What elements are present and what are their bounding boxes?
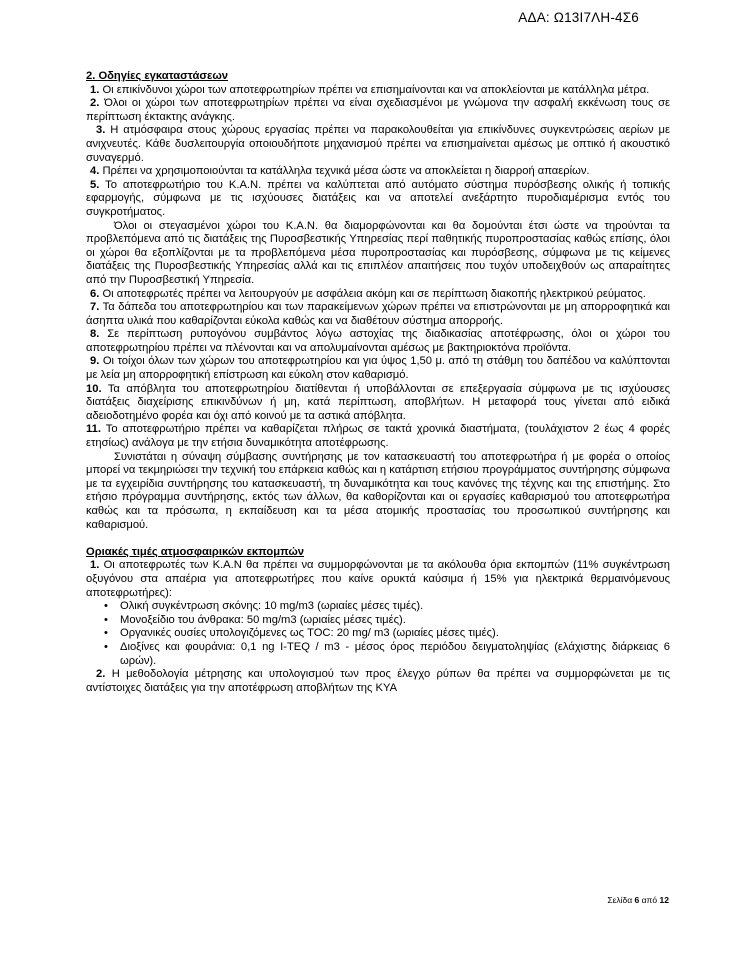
item-number: 7.	[90, 301, 100, 314]
footer-middle: από	[641, 895, 658, 905]
item-text: Οι τοίχοι όλων των χώρων του αποτεφρωτηρίου και για ύψος 1,50 μ. από τη στάθμη του δαπέδου να καλύπτονται με λεία μη απορροφητική επίστρωση και εύκολη στον καθαρισμό.	[86, 355, 670, 382]
item-text: Η ατμόσφαιρα στους χώρους εργασίας πρέπει να παρακολουθείται για επικίνδυνες συγκεντρώσεις αερίων με ανιχνευτές. Κάθε δυσλειτουργία οποιουδήποτε μηχανισμού πρέπει να επισημαίνεται αμέσως με οπτικό ή ακουστικό συναγερμό.	[86, 124, 670, 164]
item-number: 4.	[90, 165, 100, 178]
item-text: Όλοι οι στεγασμένοι χώροι του Κ.Α.Ν. θα διαμορφώνονται και θα δομούνται έτσι ώστε να τηρούνται τα προβλεπόμενα από τις διατάξεις της Πυροσβεστικής Υπηρεσίας περί παθητικής πυροπροστασίας καθώς επίσης, όλοι οι χώροι θα εξοπλίζονται με τα προβλεπόμενα μέσα πυροπροστασίας και πυρόσβεσης, σύμφωνα με τις κείμενες διατάξεις της Πυροσβεστικής Υπηρεσίας αλλά και τις επιπλέον απαιτήσεις που τυχόν υποδειχθούν ως απαραίτητες από την Πυροσβεστική Υπηρεσία.	[86, 219, 670, 286]
item-number: 1.	[90, 559, 100, 572]
item-number: 5.	[90, 178, 100, 191]
limits-item-2	[86, 668, 670, 695]
section-limits-title: Οριακές τιμές ατμοσφαιρικών εκπομπών	[86, 545, 305, 558]
item-number: 2.	[90, 97, 100, 110]
page-footer	[607, 895, 669, 905]
limits-item-1	[86, 559, 670, 600]
item-number: 3.	[96, 124, 106, 137]
item-number: 6.	[90, 287, 100, 300]
item-number: 2.	[96, 668, 106, 681]
install-item-9	[86, 355, 670, 382]
install-item-6	[86, 288, 670, 302]
item-number: 1.	[90, 83, 100, 96]
item-text: Σε περίπτωση ρυπογόνου συμβάντος λόγω αστοχίας της διαδικασίας αποτέφρωσης, όλοι οι χώροι του αποτεφρωτηρίου πρέπει να πλένονται και να απολυμαίνονται αμέσως με βακτηριοκτόνα προϊόντα.	[86, 328, 670, 354]
footer-prefix: Σελίδα	[607, 895, 633, 905]
item-number: 8.	[90, 328, 100, 341]
install-item-11	[86, 423, 670, 450]
install-item-3	[86, 124, 670, 165]
list-item: • Οργανικές ουσίες υπολογιζόμενες ως TOC: 20 mg/ m3 (ωριαίες μέσες τιμές).	[120, 627, 670, 641]
item-text: Τα δάπεδα του αποτεφρωτηρίου και των παρακείμενων χώρων πρέπει να επιστρώνονται με μη απορροφητικά και άσηπτα υλικά που καθαρίζονται εύκολα καθώς και να διαθέτουν σύστημα απορροής.	[86, 301, 670, 327]
item-text: Οι επικίνδυνοι χώροι των αποτεφρωτηρίων πρέπει να επισημαίνονται και να αποκλείονται με κατάλληλα μέτρα.	[102, 83, 650, 96]
install-item-2	[86, 97, 670, 124]
install-item-10	[86, 383, 670, 424]
item-text: Η μεθοδολογία μέτρησης και υπολογισμού των προς έλεγχο ρύπων θα πρέπει να συμμορφώνεται με τις αντίστοιχες διατάξεις για την αποτέφρωση αποβλήτων της ΚΥΑ	[86, 668, 670, 694]
item-number: 9.	[90, 355, 100, 368]
limits-bullet-list	[86, 600, 670, 668]
list-item: • Μονοξείδιο του άνθρακα: 50 mg/m3 (ωριαίες μέσες τιμές).	[120, 614, 670, 628]
item-text: Οι αποτεφρωτές των Κ.Α.Ν θα πρέπει να συμμορφώνονται με τα ακόλουθα όρια εκπομπών (11% συγκέντρωση οξυγόνου στα απαέρια για αποτεφρωτήρες που καίνε ορυκτά καύσιμα ή 15% για ηλεκτρικά θερμαινόμενους αποτεφρωτήρες):	[86, 559, 671, 599]
list-item: • Ολική συγκέντρωση σκόνης: 10 mg/m3 (ωριαίες μέσες τιμές).	[120, 600, 670, 614]
section-install-title: 2. Οδηγίες εγκαταστάσεων	[86, 70, 229, 82]
item-number: 11.	[86, 423, 101, 436]
ada-code: ΑΔΑ: Ω13Ι7ΛΗ-4Σ6	[518, 10, 639, 25]
item-text: Το αποτεφρωτήριο του Κ.Α.Ν. πρέπει να καλύπτεται από αυτόματο σύστημα πυρόσβεσης ολικής ή τοπικής εφαρμογής, σύμφωνα με τις ισχύουσες διατάξεις και να αποτελεί ανεξάρτητο πυροδιαμέρισμα εντός του συγκροτήματος.	[86, 178, 671, 218]
document-body	[86, 70, 670, 695]
item-text: Συνιστάται η σύναψη σύμβασης συντήρησης με τον κατασκευαστή του αποτεφρωτήρα ή με φορέα ο οποίος μπορεί να τεκμηριώσει την τεχνική του επάρκεια καθώς και η κατάρτιση ετήσιου προγράμματος συντήρησης σύμφωνα με τα εγχειρίδια συντήρησης του κατασκευαστή, τη δυναμικότητα και τους κανόνες της τέχνης και της επιστήμης. Στο ετήσιο πρόγραμμα συντήρησης, εκτός των άλλων, θα καθορίζονται και οι εργασίες καθαρισμού του αποτεφρωτήρα καθώς και τα πρόσωπα, η εκπαίδευση και τα μέσα ατομικής προστασίας του προσωπικού συντήρησης και καθαρισμού.	[86, 450, 670, 531]
item-text: Όλοι οι χώροι των αποτεφρωτηρίων πρέπει να είναι σχεδιασμένοι με γνώμονα την ασφαλή εκκένωση τους σε περίπτωση έκτακτης ανάγκης.	[86, 97, 671, 123]
item-text: Το αποτεφρωτήριο πρέπει να καθαρίζεται πλήρως σε τακτά χρονικά διαστήματα, (τουλάχιστον 2 έως 4 φορές ετησίως) ανάλογα με την ετήσια δυναμικότητα αποτέφρωσης.	[86, 423, 670, 450]
install-item-5	[86, 179, 670, 220]
item-text: Τα απόβλητα του αποτεφρωτηρίου διατίθενται ή υποβάλλονται σε επεξεργασία σύμφωνα με τις ισχύουσες διατάξεις διαχείρισης επικινδύνων ή μη, κατά περίπτωση, αποβλήτων. Η μεταφορά τους γίνεται από ειδικά αδειοδοτημένο φορέα και όχι από κοινού με τα αστικά απόβλητα.	[86, 382, 670, 422]
install-item-11-continued	[86, 451, 670, 533]
spacer	[86, 532, 670, 546]
item-number: 10.	[86, 382, 102, 395]
footer-total-pages: 12	[659, 895, 669, 905]
item-text: Οι αποτεφρωτές πρέπει να λειτουργούν με ασφάλεια ακόμη και σε περίπτωση διακοπής ηλεκτρικού ρεύματος.	[102, 287, 646, 300]
item-text: Πρέπει να χρησιμοποιούνται τα κατάλληλα τεχνικά μέσα ώστε να αποκλείεται η διαρροή απαερίων.	[102, 165, 590, 178]
install-item-4	[86, 165, 670, 179]
install-item-1	[86, 84, 670, 98]
footer-page-number: 6	[634, 895, 640, 905]
list-item: • Διοξίνες και φουράνια: 0,1 ng I-TEQ / m3 - μέσος όρος περιόδου δειγματοληψίας (ελάχιστης διάρκειας 6 ωρών).	[120, 641, 670, 668]
install-item-7	[86, 301, 670, 328]
install-item-8	[86, 328, 670, 355]
install-item-5-continued	[86, 220, 670, 288]
